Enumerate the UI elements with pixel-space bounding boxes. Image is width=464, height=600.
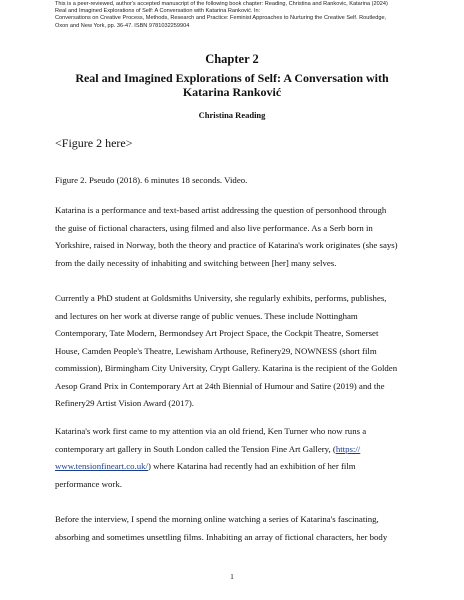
paragraph-line: House, Camden People's Theatre, Lewisham Arthouse, Refinery29, NOWNESS (short film: [55, 345, 377, 356]
page-number: 1: [230, 572, 234, 581]
paragraph-line: Katarina is a performance and text-based artist addressing the question of personhood through: [55, 205, 387, 215]
header-note-line: Real and Imagined Explorations of Self: A Conversation with Katarina Ranković. In:: [55, 8, 261, 15]
paragraph-line: [55, 458, 415, 476]
paragraph-line: the guise of fictional characters, using filmed and also live performance. As a Serb born in: [55, 222, 373, 233]
paragraph-line: commission), Birmingham City University, Crypt Gallery. Katarina is the recipient of the Golden: [55, 363, 398, 373]
paragraph-line: Before the interview, I spend the morning online watching a series of Katarina's fascinating,: [55, 514, 379, 524]
paragraph-line: Yorkshire, raised in Norway, both the theory and practice of Katarina's work originates (she says): [55, 240, 398, 250]
paragraph-line: from the daily necessity of inhabiting and switching between [her] many selves.: [55, 257, 337, 268]
paragraph-biography: [55, 290, 415, 413]
header-note-line: This is a peer-reviewed, author's accepted manuscript of the following book chapter: Reading, Christina and Rankovic, Katarina (2024): [55, 1, 388, 7]
chapter-number: Chapter 2: [205, 52, 259, 66]
author-name: Christina Reading: [198, 110, 266, 120]
paragraph-line: Aesop Grand Prix in Contemporary Art at 24th Biennial of Humour and Satire (2019) and the: [55, 380, 385, 391]
paragraph-line: Contemporary, Tate Modern, Bermondsey Art Project Space, the Cockpit Theatre, Somerset: [55, 328, 379, 338]
paragraph-line: Currently a PhD student at Goldsmiths University, she regularly exhibits, performs, publishes,: [55, 293, 387, 303]
paragraph-line: Katarina's work first came to my attention via an old friend, Ken Turner who now runs a: [55, 426, 367, 436]
paragraph-intro: [55, 202, 415, 272]
paragraph-line: performance work.: [55, 478, 122, 489]
gallery-link[interactable]: www.tensionfineart.co.uk/: [55, 461, 148, 471]
gallery-link[interactable]: https://: [335, 443, 361, 454]
paragraph-interview: [55, 511, 415, 546]
chapter-title: Real and Imagined Explorations of Self: A Conversation with Katarina Ranković: [75, 71, 389, 99]
manuscript-header-note: [55, 1, 455, 30]
paragraph-text: ) where Katarina had recently had an exhibition of her film: [148, 461, 356, 471]
figure-caption: Figure 2. Pseudo (2018). 6 minutes 18 seconds. Video.: [55, 175, 248, 185]
paragraph-line: absorbing and sometimes unsettling films. Inhabiting an array of fictional characters, her body: [55, 531, 388, 542]
paragraph-discovery: [55, 423, 415, 493]
paragraph-line: and lectures on her work at diverse range of public venues. These include Nottingham: [55, 310, 358, 321]
paragraph-text: contemporary art gallery in South London called the Tension Fine Art Gallery, (: [55, 443, 336, 454]
header-note-line: Conversations on Creative Process, Methods, Research and Practice: Feminist Approaches to Nurturing the Creative Self. Routledge,: [55, 15, 387, 22]
header-note-line: Oxon and New York, pp. 36-47. ISBN 9781032259904: [55, 22, 190, 29]
paragraph-line: Refinery29 Artist Vision Award (2017).: [55, 398, 194, 408]
paragraph-line: [55, 441, 415, 459]
figure-placeholder: <Figure 2 here>: [55, 136, 133, 150]
